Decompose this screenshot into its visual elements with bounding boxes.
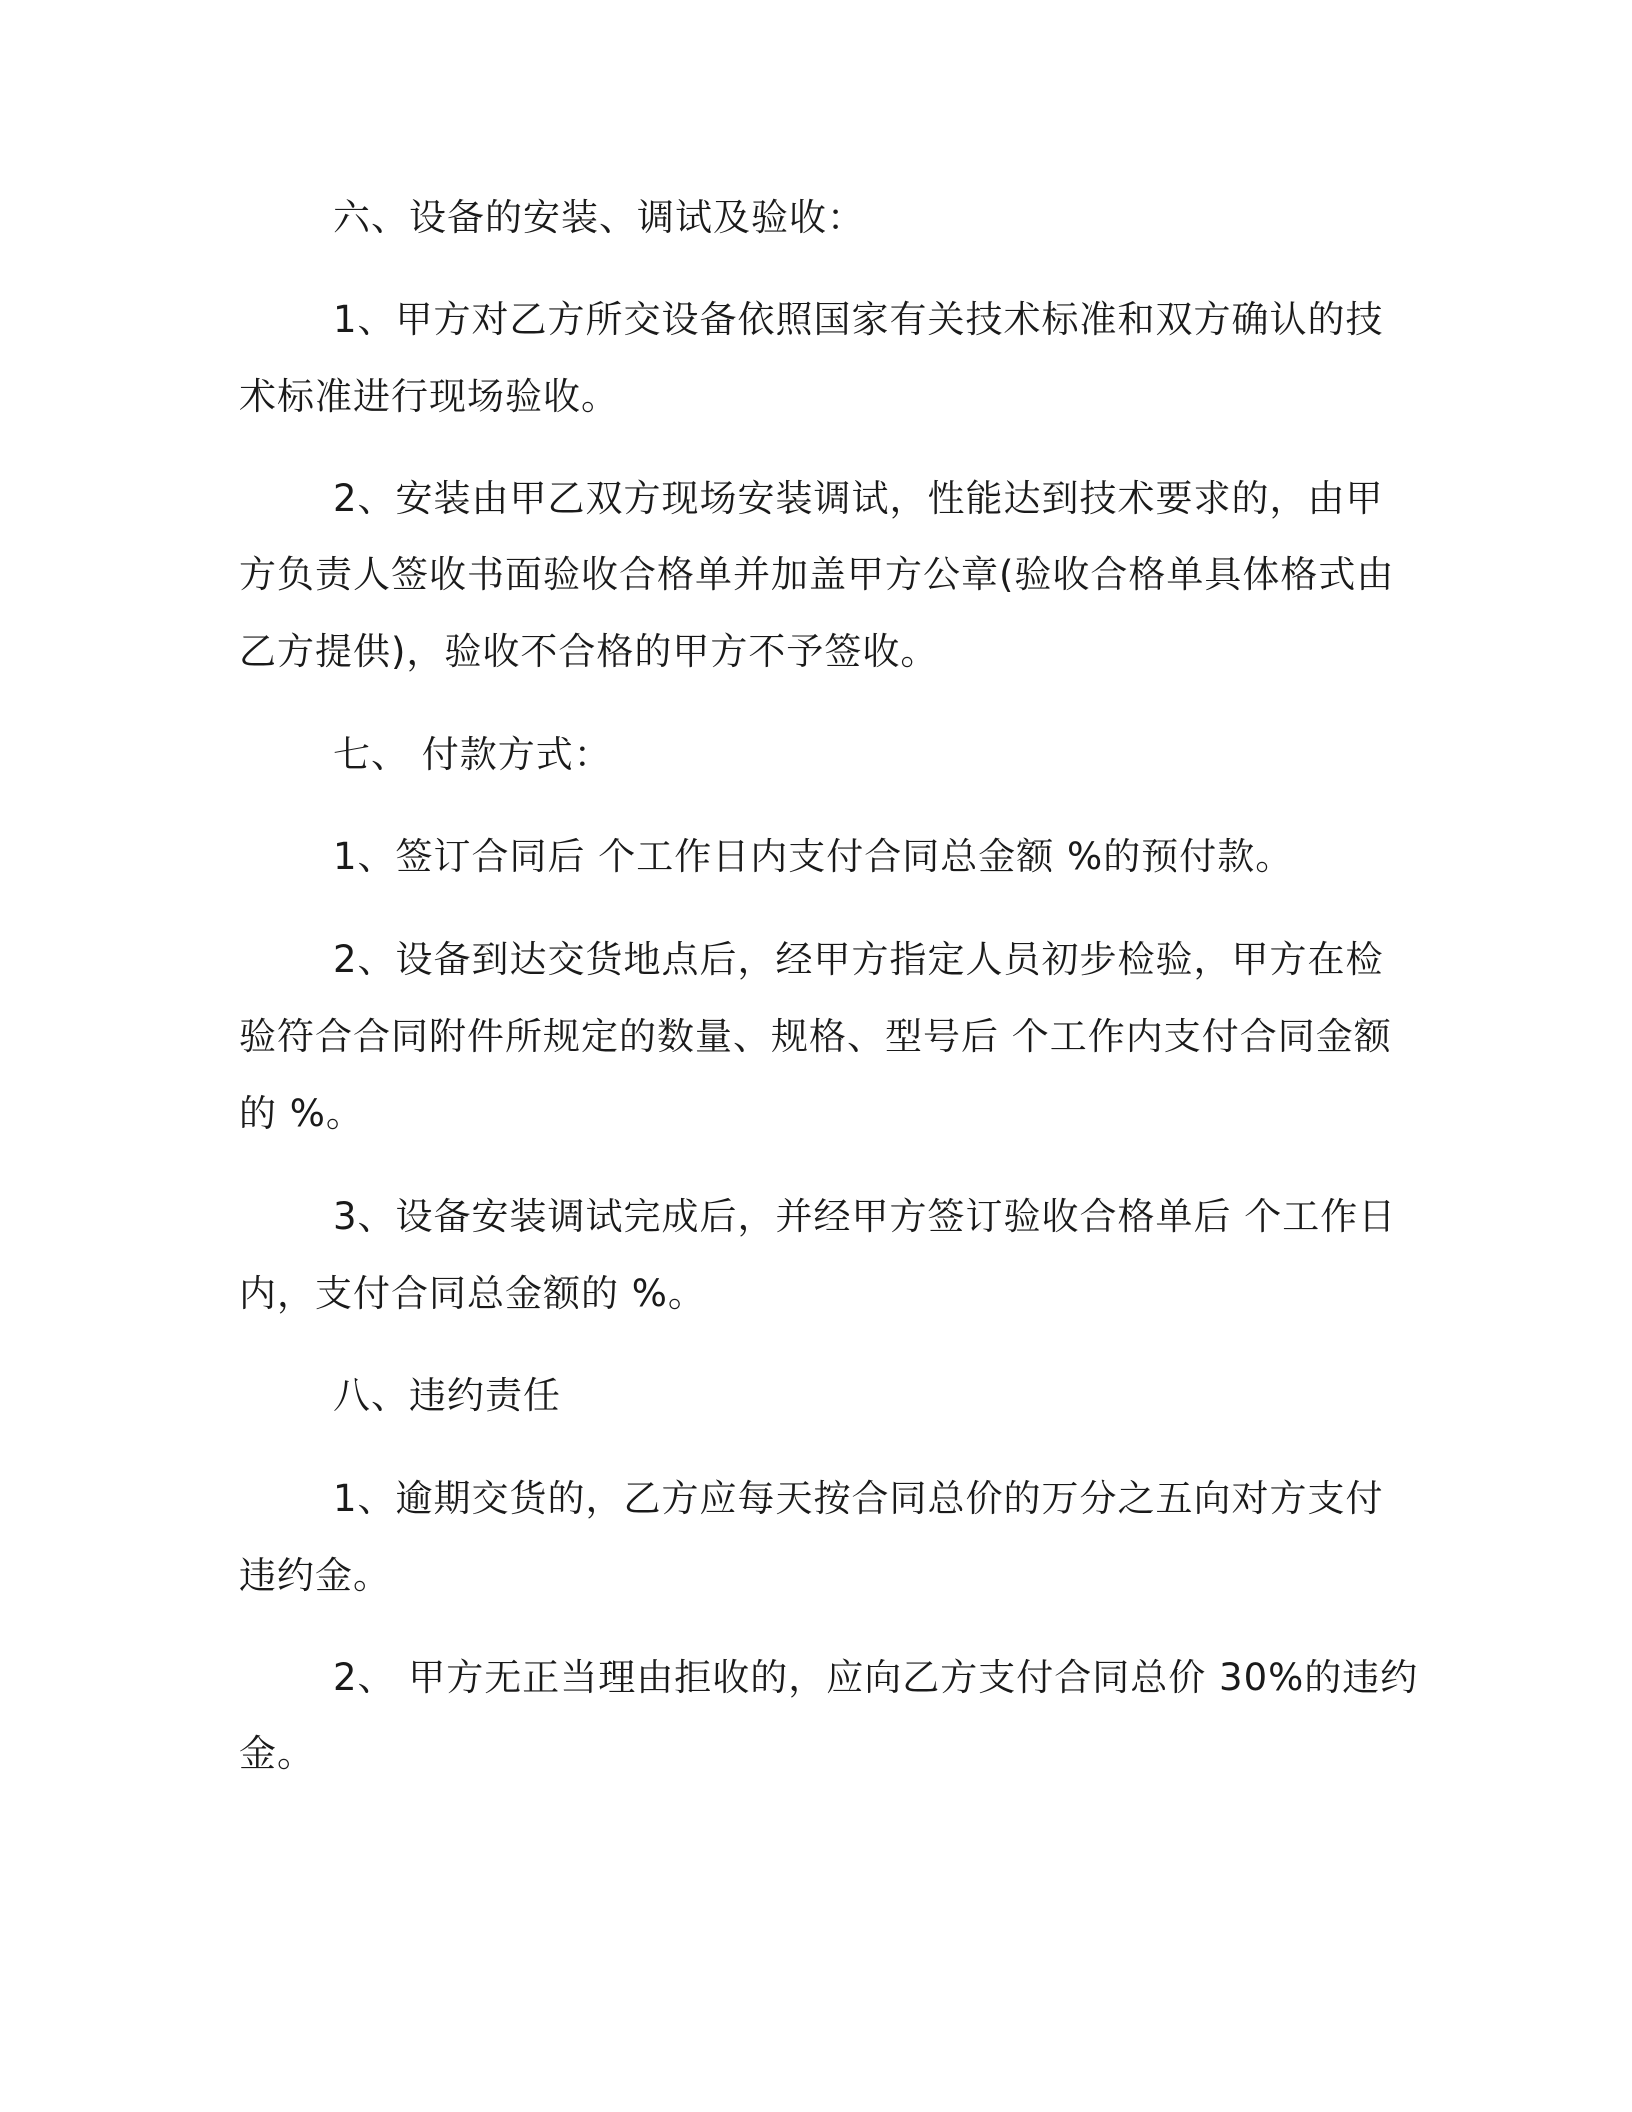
clause-line: 金。 xyxy=(239,1732,315,1775)
section-heading-installation: 六、设备的安装、调试及验收： xyxy=(333,196,865,239)
clause-line: 1、逾期交货的，乙方应每天按合同总价的万分之五向对方支付 xyxy=(333,1477,1384,1520)
clause-line: 内，支付合同总金额的 %。 xyxy=(239,1272,706,1315)
clause-line: 2、 甲方无正当理由拒收的，应向乙方支付合同总价 30%的违约 xyxy=(333,1656,1419,1699)
clause-line: 方负责人签收书面验收合格单并加盖甲方公章(验收合格单具体格式由 xyxy=(239,553,1395,596)
clause-line: 违约金。 xyxy=(239,1554,391,1597)
clause-line: 的 %。 xyxy=(239,1092,364,1135)
clause-line: 1、签订合同后 个工作日内支付合同总金额 %的预付款。 xyxy=(333,835,1294,878)
clause-line: 乙方提供)，验收不合格的甲方不予签收。 xyxy=(239,630,939,673)
section-heading-liability: 八、违约责任 xyxy=(333,1374,561,1417)
clause-line: 2、设备到达交货地点后，经甲方指定人员初步检验，甲方在检 xyxy=(333,938,1384,981)
clause-line: 验符合合同附件所规定的数量、规格、型号后 个工作内支付合同金额 xyxy=(239,1015,1392,1058)
clause-line: 3、设备安装调试完成后，并经甲方签订验收合格单后 个工作日 xyxy=(333,1195,1397,1238)
clause-line: 术标准进行现场验收。 xyxy=(239,375,619,418)
clause-line: 1、甲方对乙方所交设备依照国家有关技术标准和双方确认的技 xyxy=(333,298,1384,341)
section-heading-payment: 七、 付款方式： xyxy=(333,733,612,776)
clause-line: 2、安装由甲乙双方现场安装调试，性能达到技术要求的，由甲 xyxy=(333,477,1384,520)
